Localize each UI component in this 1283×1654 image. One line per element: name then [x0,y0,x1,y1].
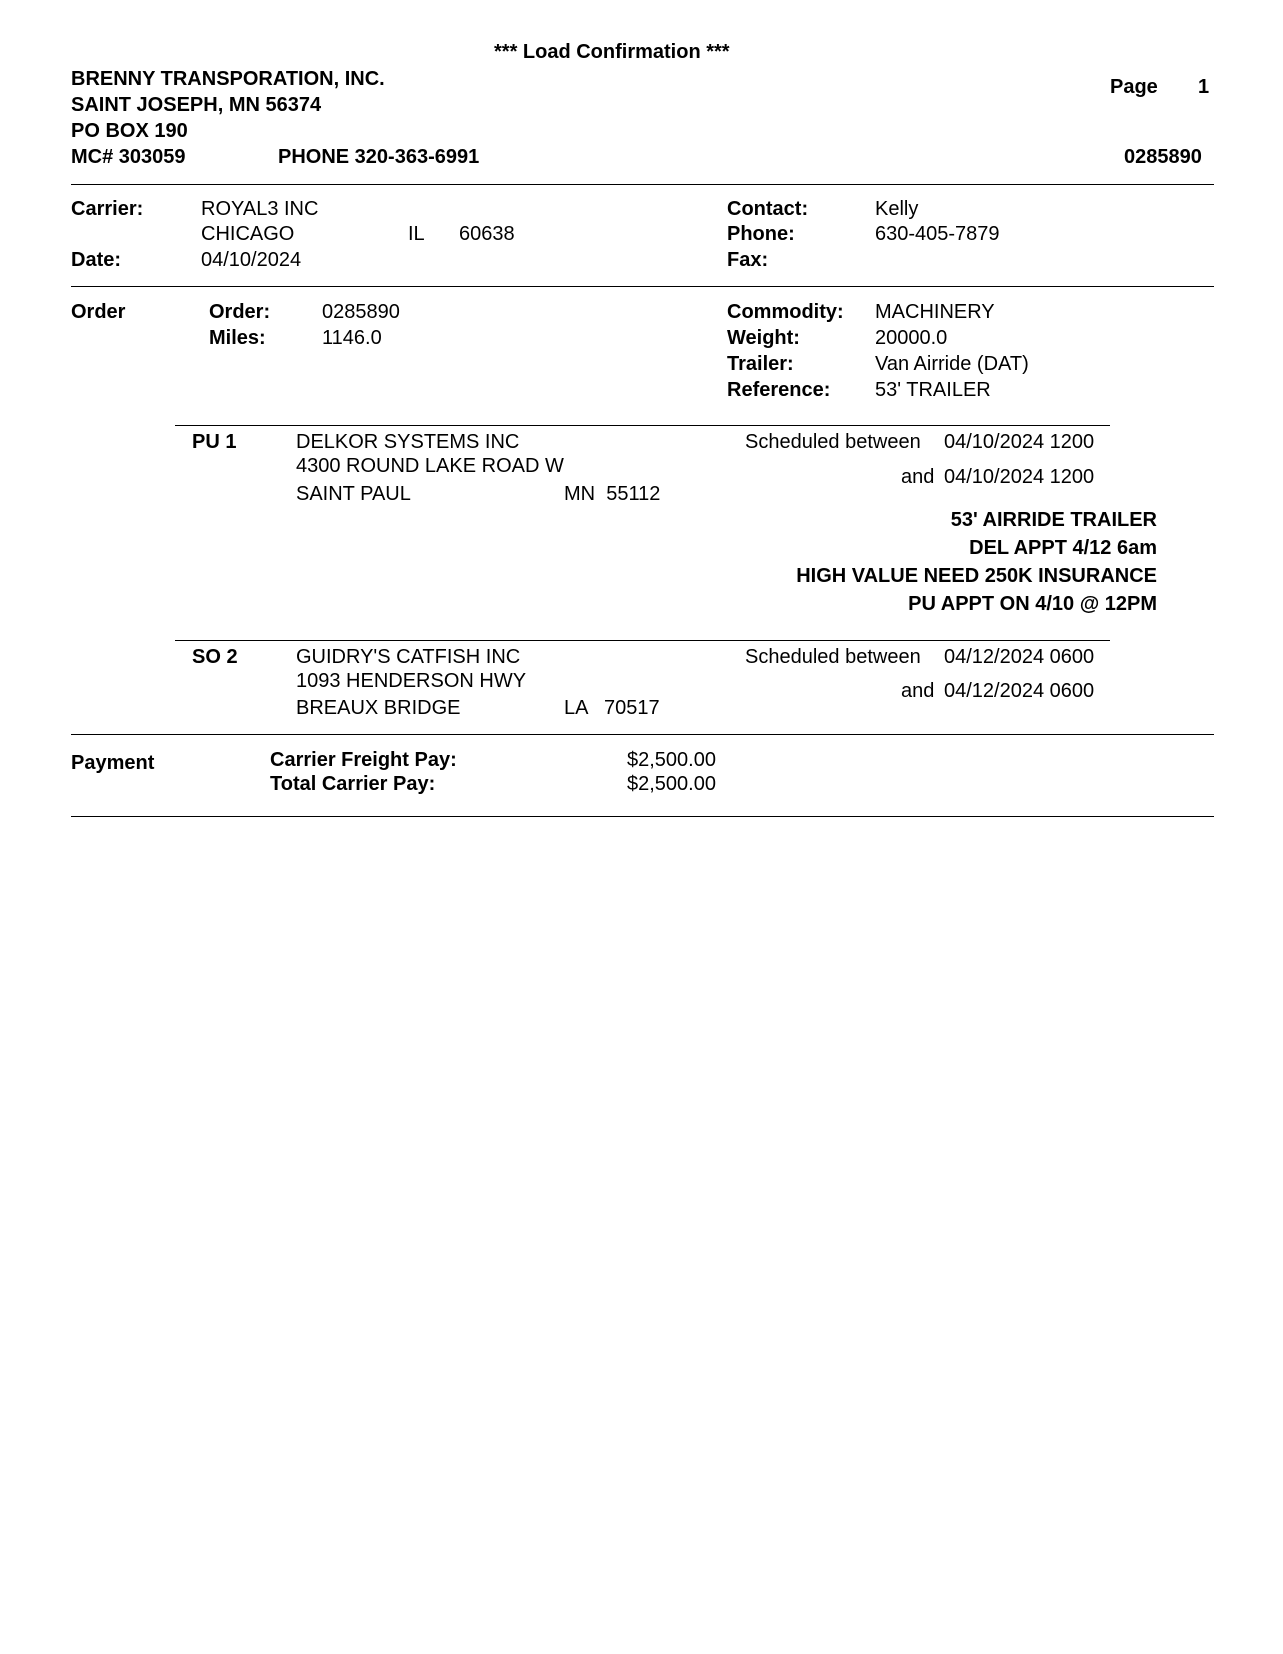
order-section-label: Order [71,301,126,323]
total-pay-value: $2,500.00 [627,773,716,795]
date-value: 04/10/2024 [201,249,302,271]
miles-label: Miles: [209,327,266,349]
divider [71,286,1214,287]
divider [71,184,1214,185]
contact-value: Kelly [875,198,919,220]
company-name: BRENNY TRANSPORATION, INC. [71,68,385,90]
contact-label: Contact: [727,198,809,220]
stop-id: PU 1 [192,431,237,453]
stop-city: SAINT PAUL [296,483,411,505]
stop-name: GUIDRY'S CATFISH INC [296,646,521,668]
divider [71,734,1214,735]
scheduled-end: 04/12/2024 0600 [944,680,1095,702]
carrier-city: CHICAGO [201,223,295,245]
carrier-name: ROYAL3 INC [201,198,319,220]
weight-label: Weight: [727,327,800,349]
freight-pay-label: Carrier Freight Pay: [270,749,457,771]
divider [71,816,1214,817]
trailer-value: Van Airride (DAT) [875,353,1029,375]
page-label: Page [1110,76,1158,98]
phone-value: 630-405-7879 [875,223,1000,245]
page-number: 1 [1198,76,1210,98]
scheduled-end: 04/10/2024 1200 [944,466,1095,488]
scheduled-between-label: Scheduled between [745,431,921,453]
total-pay-label: Total Carrier Pay: [270,773,436,795]
carrier-state: IL [408,223,425,245]
trailer-label: Trailer: [727,353,794,375]
document-title: *** Load Confirmation *** [494,41,730,63]
stop-name: DELKOR SYSTEMS INC [296,431,520,453]
reference-value: 53' TRAILER [875,379,991,401]
scheduled-between-label: Scheduled between [745,646,921,668]
stop-address: 4300 ROUND LAKE ROAD W [296,455,564,477]
stop-note: DEL APPT 4/12 6am [969,537,1157,559]
stop-city: BREAUX BRIDGE [296,697,461,719]
company-mc-number: MC# 303059 [71,146,186,168]
stop-id: SO 2 [192,646,238,668]
date-label: Date: [71,249,122,271]
scheduled-start: 04/10/2024 1200 [944,431,1095,453]
payment-section-label: Payment [71,752,155,774]
stop-divider [175,640,1110,641]
freight-pay-value: $2,500.00 [627,749,716,771]
commodity-label: Commodity: [727,301,844,323]
carrier-label: Carrier: [71,198,144,220]
stop-address: 1093 HENDERSON HWY [296,670,527,692]
and-label: and [901,466,935,488]
order-reference-number: 0285890 [1124,146,1202,168]
order-label: Order: [209,301,271,323]
commodity-value: MACHINERY [875,301,995,323]
stop-note: PU APPT ON 4/10 @ 12PM [908,593,1157,615]
scheduled-start: 04/12/2024 0600 [944,646,1095,668]
reference-label: Reference: [727,379,831,401]
fax-label: Fax: [727,249,769,271]
stop-note: HIGH VALUE NEED 250K INSURANCE [796,565,1157,587]
stop-state-zip: LA 70517 [564,697,660,719]
stop-state-zip: MN 55112 [564,483,661,505]
stop-note: 53' AIRRIDE TRAILER [950,509,1157,531]
miles-value: 1146.0 [322,327,382,349]
company-phone: PHONE 320-363-6991 [278,146,480,168]
carrier-zip: 60638 [459,223,515,245]
and-label: and [901,680,935,702]
company-po-box: PO BOX 190 [71,120,188,142]
order-value: 0285890 [322,301,400,323]
company-city: SAINT JOSEPH, MN 56374 [71,94,322,116]
phone-label: Phone: [727,223,795,245]
stop-divider [175,425,1110,426]
weight-value: 20000.0 [875,327,948,349]
